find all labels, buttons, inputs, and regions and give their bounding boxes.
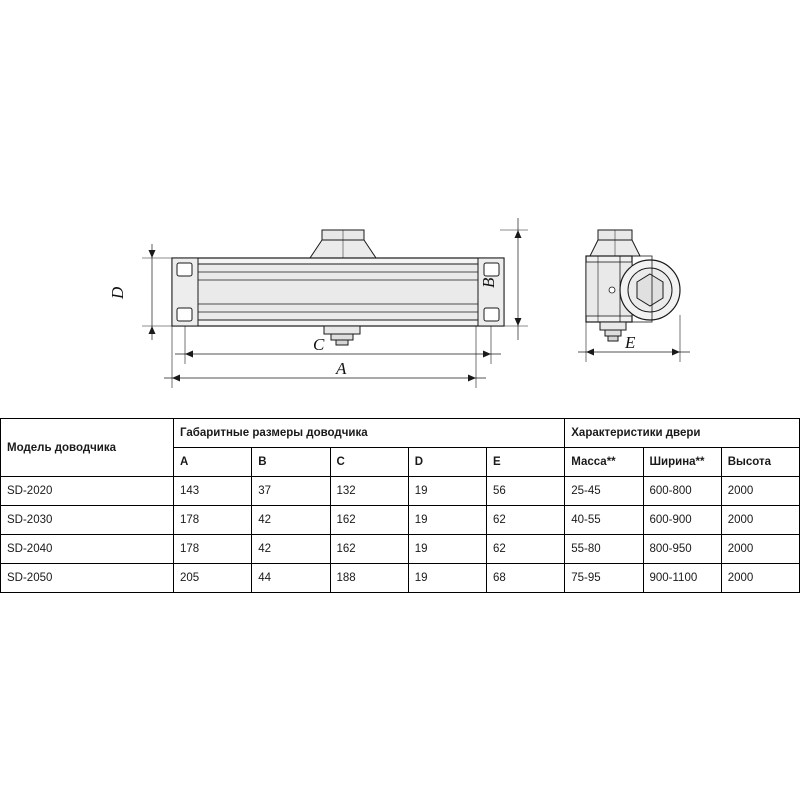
cell-c: 188 <box>330 564 408 593</box>
cell-mass: 25-45 <box>565 477 643 506</box>
cell-d: 19 <box>408 506 486 535</box>
header-dim-d: D <box>408 448 486 477</box>
cell-e: 56 <box>487 477 565 506</box>
cell-e: 68 <box>487 564 565 593</box>
cell-height: 2000 <box>721 477 799 506</box>
cell-a: 205 <box>174 564 252 593</box>
cell-d: 19 <box>408 535 486 564</box>
header-dim-b: B <box>252 448 330 477</box>
cell-c: 132 <box>330 477 408 506</box>
header-dimensions-group: Габаритные размеры доводчика <box>174 419 565 448</box>
dimension-a <box>164 326 486 388</box>
cell-a: 178 <box>174 506 252 535</box>
side-view <box>586 230 680 341</box>
cell-e: 62 <box>487 506 565 535</box>
cell-width: 600-800 <box>643 477 721 506</box>
drawing-svg <box>0 200 800 415</box>
label-e: E <box>625 333 636 352</box>
cell-model: SD-2050 <box>1 564 174 593</box>
cell-c: 162 <box>330 506 408 535</box>
header-height: Высота <box>721 448 799 477</box>
table-row <box>1 477 800 506</box>
cell-a: 143 <box>174 477 252 506</box>
header-model: Модель доводчика <box>1 419 174 477</box>
label-b: B <box>479 277 498 288</box>
cell-b: 42 <box>252 506 330 535</box>
cell-c: 162 <box>330 535 408 564</box>
cell-d: 19 <box>408 564 486 593</box>
header-width: Ширина** <box>643 448 721 477</box>
cell-mass: 55-80 <box>565 535 643 564</box>
specification-table <box>0 418 800 593</box>
cell-height: 2000 <box>721 535 799 564</box>
cell-height: 2000 <box>721 506 799 535</box>
table-row <box>1 535 800 564</box>
cell-mass: 75-95 <box>565 564 643 593</box>
cell-b: 42 <box>252 535 330 564</box>
cell-a: 178 <box>174 535 252 564</box>
header-dim-a: A <box>174 448 252 477</box>
header-dim-c: C <box>330 448 408 477</box>
cell-model: SD-2040 <box>1 535 174 564</box>
table-group-header-row <box>1 419 800 448</box>
table-row <box>1 564 800 593</box>
cell-b: 44 <box>252 564 330 593</box>
header-dim-e: E <box>487 448 565 477</box>
table-head <box>1 419 800 477</box>
table-body <box>1 477 800 593</box>
cell-model: SD-2030 <box>1 506 174 535</box>
cell-width: 600-900 <box>643 506 721 535</box>
header-door-group: Характеристики двери <box>565 419 800 448</box>
header-mass: Масса** <box>565 448 643 477</box>
cell-width: 800-950 <box>643 535 721 564</box>
cell-mass: 40-55 <box>565 506 643 535</box>
label-d: D <box>108 286 127 299</box>
label-a: A <box>336 359 347 378</box>
cell-width: 900-1100 <box>643 564 721 593</box>
door-closer-drawing <box>0 200 800 415</box>
label-c: C <box>313 335 325 354</box>
cell-e: 62 <box>487 535 565 564</box>
table-row <box>1 506 800 535</box>
cell-d: 19 <box>408 477 486 506</box>
specification-table-wrap <box>0 418 800 593</box>
front-view <box>172 230 504 345</box>
cell-b: 37 <box>252 477 330 506</box>
cell-model: SD-2020 <box>1 477 174 506</box>
cell-height: 2000 <box>721 564 799 593</box>
